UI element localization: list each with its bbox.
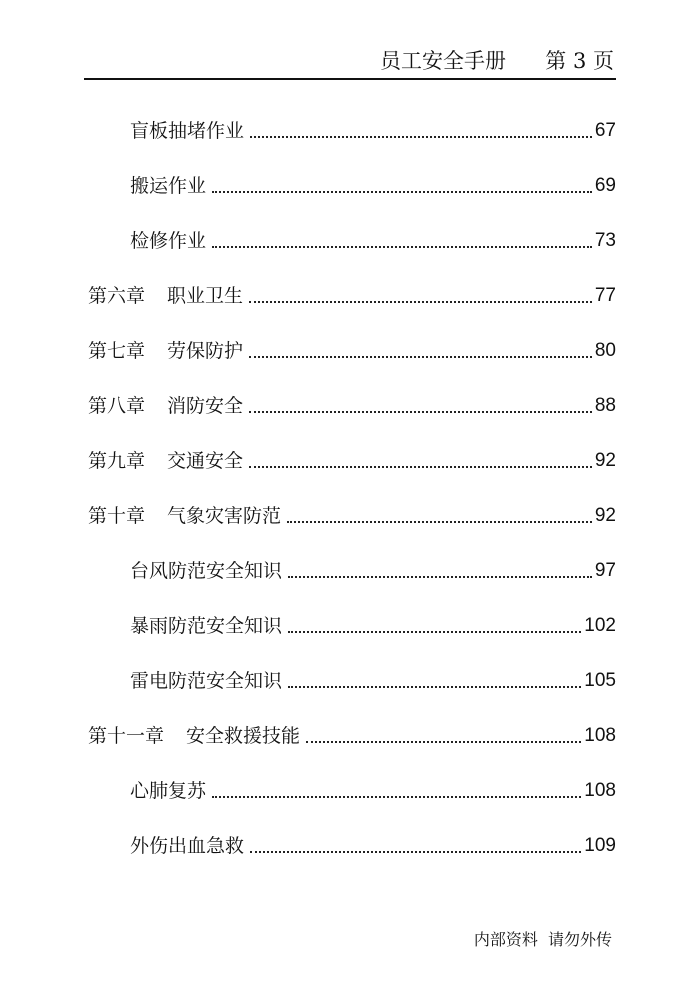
toc-chapter-entry[interactable] [88, 278, 616, 308]
chapter-number: 第十章 [88, 505, 146, 527]
dot-leader [288, 576, 592, 578]
chapter-number: 第六章 [88, 285, 146, 307]
toc-entry[interactable] [130, 828, 616, 858]
toc-entry-title: 台风防范安全知识 [130, 560, 283, 582]
toc-entry-title: 盲板抽堵作业 [130, 120, 245, 142]
toc-entry[interactable] [130, 168, 616, 198]
document-title: 员工安全手册 [380, 49, 506, 73]
dot-leader [249, 356, 592, 358]
toc-entry-page: 92 [594, 450, 616, 471]
toc-entry-title: 雷电防范安全知识 [130, 670, 283, 692]
toc-entry-page: 102 [584, 615, 616, 636]
dot-leader [249, 301, 592, 303]
dot-leader [212, 191, 592, 193]
toc-entry-title: 外伤出血急救 [130, 835, 245, 857]
toc-chapter-entry[interactable] [88, 333, 616, 363]
toc-entry-title: 气象灾害防范 [167, 505, 282, 527]
toc-chapter-entry[interactable] [88, 443, 616, 473]
toc-entry[interactable] [130, 553, 616, 583]
toc-chapter-entry[interactable] [88, 388, 616, 418]
toc-entry-title: 搬运作业 [130, 175, 207, 197]
toc-chapter-entry[interactable] [88, 498, 616, 528]
page-number: 第 3 页 [545, 49, 614, 73]
confidential-notice: 内部资料 请勿外传 [473, 930, 612, 949]
toc-entry-page: 97 [594, 560, 616, 581]
dot-leader [288, 631, 581, 633]
toc-entry[interactable] [130, 608, 616, 638]
chapter-number: 第八章 [88, 395, 146, 417]
toc-entry-page: 105 [584, 670, 616, 691]
dot-leader [212, 796, 581, 798]
dot-leader [287, 521, 592, 523]
dot-leader [250, 851, 581, 853]
toc-entry[interactable] [130, 663, 616, 693]
toc-entry-title: 心肺复苏 [130, 780, 207, 802]
toc-entry-title: 消防安全 [167, 395, 244, 417]
toc-entry-page: 77 [594, 285, 616, 306]
dot-leader [212, 246, 592, 248]
dot-leader [306, 741, 581, 743]
page-header [84, 48, 616, 80]
toc-entry-page: 108 [584, 780, 616, 801]
toc-entry-page: 92 [594, 505, 616, 526]
toc-entry-page: 73 [594, 230, 616, 251]
toc-chapter-entry[interactable] [88, 718, 616, 748]
toc-entry-title: 安全救援技能 [186, 725, 301, 747]
dot-leader [250, 136, 592, 138]
toc-entry[interactable] [130, 773, 616, 803]
toc-entry-title: 交通安全 [167, 450, 244, 472]
chapter-number: 第九章 [88, 450, 146, 472]
toc-entry[interactable] [130, 113, 616, 143]
dot-leader [249, 466, 592, 468]
toc-entry-page: 88 [594, 395, 616, 416]
toc-entry-page: 69 [594, 175, 616, 196]
toc-entry[interactable] [130, 223, 616, 253]
toc-entry-title: 检修作业 [130, 230, 207, 252]
toc-entry-title: 职业卫生 [167, 285, 244, 307]
toc-entry-page: 108 [584, 725, 616, 746]
chapter-number: 第七章 [88, 340, 146, 362]
toc-entry-page: 109 [584, 835, 616, 856]
dot-leader [249, 411, 592, 413]
chapter-number: 第十一章 [88, 725, 165, 747]
toc-entry-title: 暴雨防范安全知识 [130, 615, 283, 637]
toc-entry-page: 80 [594, 340, 616, 361]
toc-entry-page: 67 [594, 120, 616, 141]
dot-leader [288, 686, 581, 688]
toc-entry-title: 劳保防护 [167, 340, 244, 362]
